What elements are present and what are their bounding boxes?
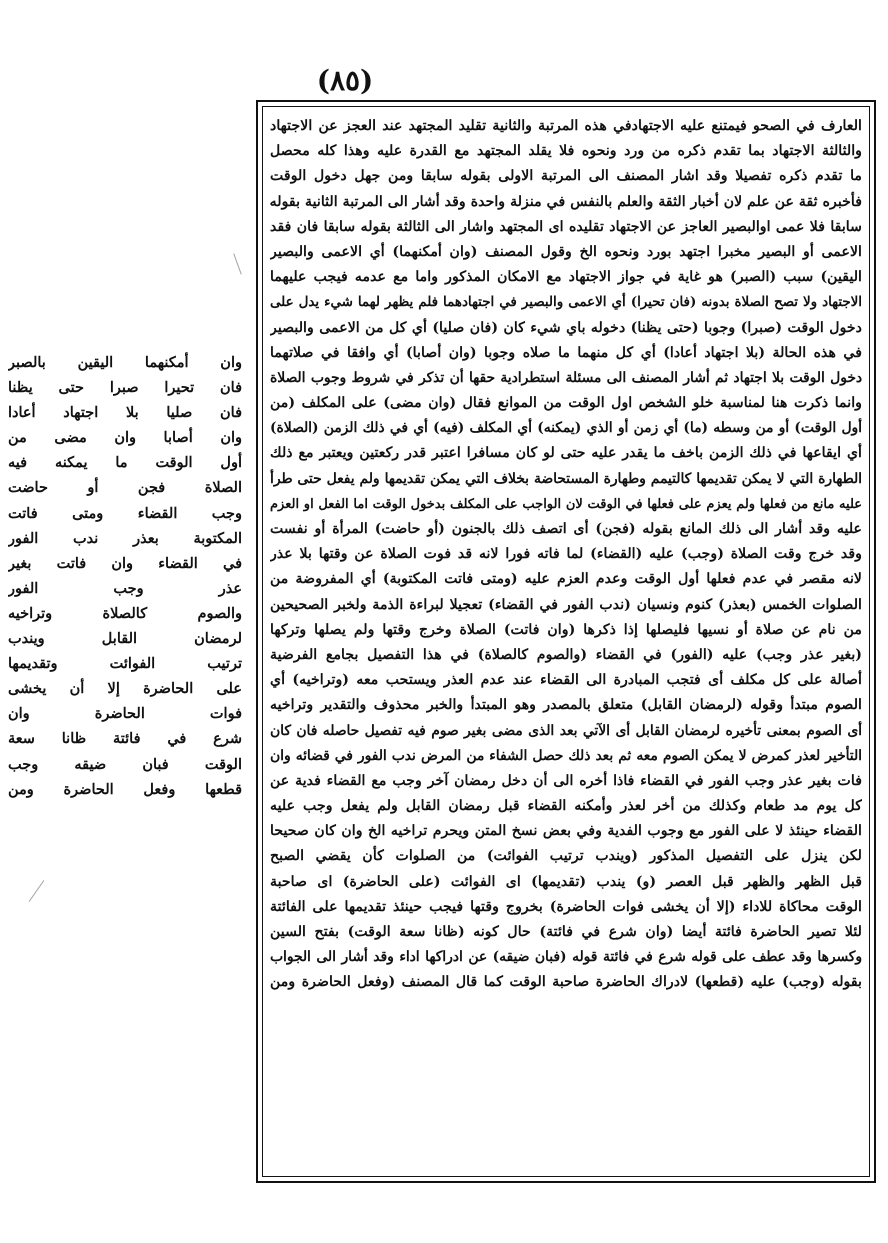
main-text-line: قبل الظهر والظهر قبل العصر (و) يندب (تقديمها) اى الفوائت (على الحاضرة) اى صاحبة: [270, 873, 862, 890]
margin-text-line: لرمضان القابل ويندب: [8, 630, 242, 648]
scan-mark: [233, 253, 241, 274]
main-text-line: دخول الوقت بلا اجتهاد ثم أشار المصنف الى مسئلة استطرادية حقها أن تذكر في شروط وجوب الصلاة: [270, 369, 862, 386]
main-text-line: القضاء حينئذ لا على الفور مع وجوب الفدية وفي بعض نسخ المتن ويحرم تراخيه الخ وان كان صحيحا: [270, 823, 862, 840]
margin-text-line: فان تحيرا صبرا حتى يظنا: [8, 379, 242, 397]
main-text-line: الصوم مبتدأ وقوله (لرمضان القابل) متعلق بالمصدر وهو المبتدأ والخبر محذوف والتقدير وتراخيه: [270, 697, 862, 714]
main-text-line: عليه وقد أشار الى ذلك المانع بقوله (فجن) أى اتصف ذلك بالجنون (أو حاضت) المرأة أو نفست: [270, 521, 862, 537]
main-text-line: (بغير عذر وجب) عليه (الفور) في القضاء (والصوم كالصلاة) في هذا التفصيل بجامع الفرضية: [270, 646, 862, 663]
main-text-line: وقد خرج وقت الصلاة (وجب) عليه (القضاء) لما فاته فورا لانه قد فوت الصلاة عن وقتها بلا عذر: [270, 546, 862, 563]
main-text-line: ما تقدم ذكره تفصيلا وقد اشار المصنف الى المرتبة الاولى بقوله سابقا ومن جهل دخول الوقت: [270, 168, 862, 185]
main-text-line: وكسرها وقد عطف على قوله شرع في فائتة قوله (فبان ضيقه) عن ادراكها اداء وقد أشار الى الجواب: [270, 949, 862, 966]
margin-text-line: ترتيب الفوائت وتقديمها: [8, 655, 242, 673]
margin-text-line: المكتوبة بعذر ندب الفور: [8, 529, 242, 547]
scan-mark: [29, 880, 45, 902]
margin-text-line: شرع في فائتة ظانا سعة: [8, 730, 242, 748]
main-text-line: سابقا فلا عمى اوالبصير العاجز عن الاجتهاد تقليده اى المجتهد واشار الى الثالثة بقوله سابقا فان فقد: [270, 218, 862, 235]
main-commentary-text: [270, 114, 862, 1174]
main-text-line: دخول الوقت (صبرا) وجوبا (حتى يظنا) دخوله باي شيء كان (فان صليا) أي كل من الاعمى والبصير: [270, 319, 862, 336]
main-text-line: أصالة على كل مكلف أى فتجب المبادرة الى القضاء عند عدم العذر ويستحب معه (وتراخيه) أي: [270, 672, 862, 689]
main-text-line: في هذه الحالة (بلا اجتهاد أعادا) أي كل منهما ما صلاه وجوبا (وان أصابا) أي وافقا في صلاتهما: [270, 344, 862, 361]
main-text-line: لكن ينزل على التفصيل المذكور (ويندب ترتيب الفوائت) من الصلوات كأن يقضي الصبح: [270, 848, 862, 865]
margin-text-line: وان أصابا وان مضى من: [8, 429, 242, 447]
main-text-line: من نام عن صلاة أو نسيها فليصلها إذا ذكرها (وان فاتت) الصلاة وخرج وقتها ولم يصلها وتركها: [270, 621, 862, 638]
main-text-line: لئلا تصير الحاضرة فائتة أيضا (وان شرع في فائتة) حال كونه (ظانا سعة الوقت) بفتح السين: [270, 924, 862, 940]
page-number: (٨٥): [316, 64, 374, 97]
main-text-line: كل يوم مد طعام وكذلك من أخر لعذر وأمكنه القضاء قبل رمضان القابل ولم يفعل وجب عليه: [270, 798, 862, 815]
main-text-line: لانه مقصر في عدم فعلها أول الوقت وعدم العزم عليه (ومتى فاتت المكتوبة) أي المفروضة من: [270, 571, 862, 588]
main-text-line: والثالثة الاجتهاد بما تقدم ذكره من ورد ونحوه فلا يقلد المجتهد مع القدرة عليه وهذا كله محصل: [270, 143, 862, 160]
main-text-line: وانما ذكرت هنا لمناسبة خلو الشخص اول الوقت من الموانع فقال (وان مضى) على المكلف (من: [270, 395, 862, 412]
margin-text-line: في القضاء وان فاتت بغير: [8, 554, 242, 572]
main-text-line: الطهارة التي لا يمكن تقديمها كالتيمم وطهارة المستحاضة بخلاف التي يمكن تقديمها ولم يفعل حتى طرأ: [270, 470, 862, 487]
main-text-line: أى الصوم بمعنى تأخيره لرمضان القابل أى الآتي بعد الذى مضى بغير صوم فيه تفصيل حاصله فان كان: [270, 722, 862, 739]
main-text-line: عليه مانع من فعلها ولم يعزم على فعلها في الوقت لان الواجب على المكلف بدخول الوقت اما الفعل او العزم: [270, 496, 862, 512]
main-text-line: الوقت محاكاة للاداء (إلا أن يخشى فوات الحاضرة) بخروج وقتها فيجب حينئذ تقديمها على الفائتة: [270, 898, 862, 915]
margin-text-line: عذر وجب الفور: [8, 579, 242, 597]
margin-text-line: والصوم كالصلاة وتراخيه: [8, 604, 242, 622]
margin-text-line: فوات الحاضرة وان: [8, 705, 242, 723]
main-text-line: أي ايقاعها في ذلك الزمن باخف ما يقدر عليه حتى لو كان مسافرا اعتبر قدر ركعتين ويعتبر مع ذلك: [270, 445, 862, 462]
main-text-line: الاجتهاد ولا تصح الصلاة بدونه (فان تحيرا) أي الاعمى والبصير في اجتهادهما فلم يظهر لهما شيء يدل على: [270, 294, 862, 311]
margin-matn-text: [8, 350, 242, 802]
main-text-line: [270, 996, 862, 1021]
main-text-line: العارف في الصحو فيمتنع عليه الاجتهادفي هذه المرتبة والثانية تقليد المجتهد عند العجز عن الاجتهاد: [270, 118, 862, 134]
main-text-line: فات بغير عذر وجب الفور في القضاء فاذا أخره الى أن دخل رمضان آخر وجب مع القضاء فدية عن: [270, 772, 862, 789]
main-text-line: التأخير لعذر كمرض لا يمكن الصوم معه ثم بعد ذلك حصل الشفاء من المرض ندب الفور في قضائه وان: [270, 747, 862, 764]
margin-text-line: أول الوقت ما يمكنه فيه: [8, 454, 242, 472]
margin-text-line: وان أمكنهما اليقين بالصبر: [8, 354, 242, 371]
main-text-line: الصلوات الخمس (بعذر) كنوم ونسيان (ندب الفور في القضاء) تعجيلا لبراءة الذمة ولخبر الصحيحين: [270, 596, 862, 613]
margin-text-line: قطعها وفعل الحاضرة ومن: [8, 780, 242, 798]
main-text-line: فأخبره ثقة عن علم لان أخبار الثقة والعلم بالنفس في منزلة واحدة وقد أشار الى المرتبة الثانية بقوله: [270, 193, 862, 210]
main-text-line: اليقين) سبب (الصبر) هو غاية في جواز الاجتهاد مع الامكان المذكور واما مع عدمه فيجب عليهما: [270, 269, 862, 286]
main-text-line: أول الوقت) أو من وسطه (ما) أي زمن أو الذي (يمكنه) أي المكلف (فيه) أي في ذلك الزمن (الصلاة): [270, 420, 862, 437]
margin-text-line: على الحاضرة إلا أن يخشى: [8, 680, 242, 698]
margin-text-line: الوقت فبان ضيقه وجب: [8, 755, 242, 773]
main-text-line: الاعمى أو البصير مخبرا اجتهد بورد ونحوه الخ وقول المصنف (وان أمكنهما) أي الاعمى والبصير: [270, 243, 862, 260]
margin-text-line: وجب القضاء ومتى فاتت: [8, 504, 242, 522]
main-text-line: بقوله (وجب) عليه (قطعها) لادراك الحاضرة صاحبة الوقت كما قال المصنف (وفعل الحاضرة ومن: [270, 974, 862, 991]
margin-text-line: الصلاة فجن أو حاضت: [8, 479, 242, 497]
margin-text-line: فان صليا بلا اجتهاد أعادا: [8, 404, 242, 422]
